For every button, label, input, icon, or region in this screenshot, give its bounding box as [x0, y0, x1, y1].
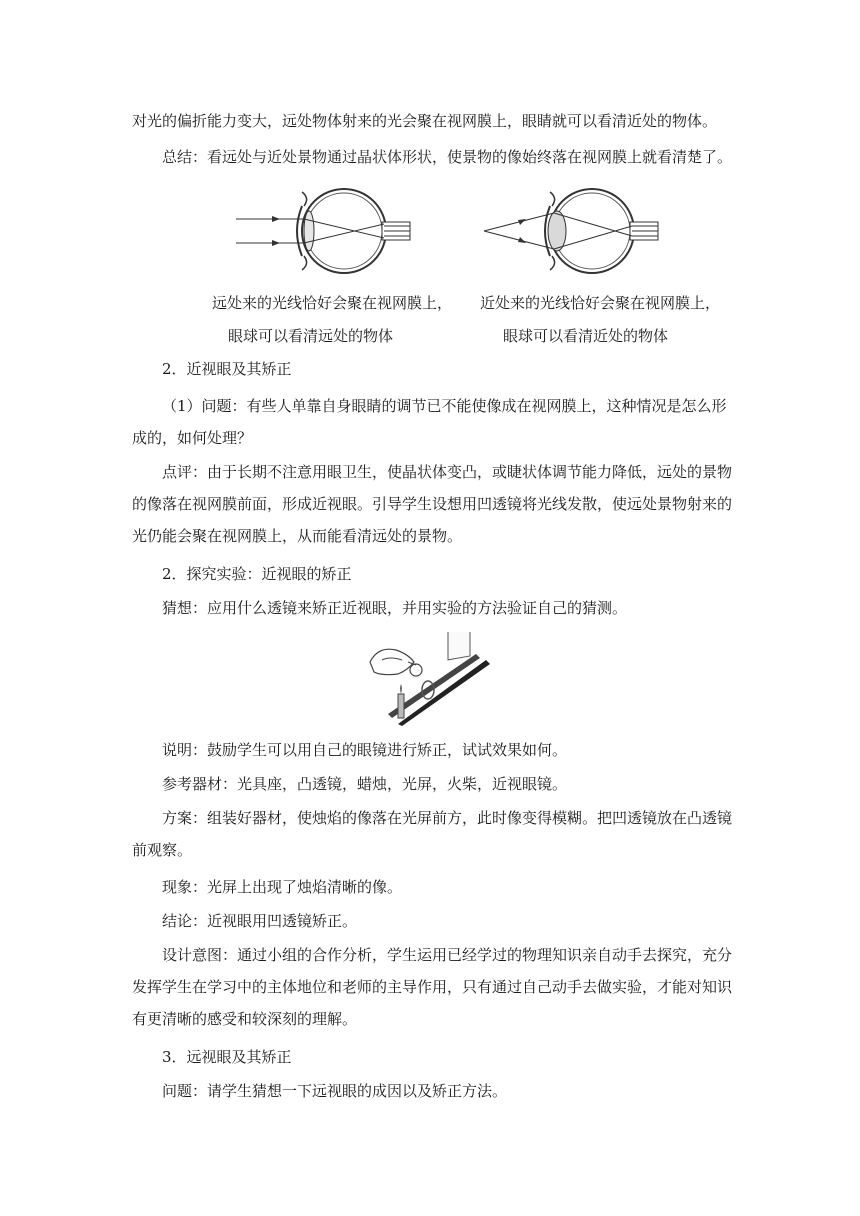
caption-left-line2: 眼球可以看清远处的物体 [228, 327, 394, 345]
paragraph-continuation: 对光的偏折能力变大，远处物体射来的光会聚在视网膜上，眼睛就可以看清近处的物体。 [132, 112, 718, 130]
section-heading-hyperopia: 3．远视眼及其矫正 [162, 1048, 292, 1066]
question-paragraph: （1）问题：有些人单靠自身眼睛的调节已不能使像成在视网膜上，这种情况是怎么形成的，如何处理？ [132, 397, 727, 447]
question2-paragraph: 问题：请学生猜想一下远视眼的成因以及矫正方法。 [162, 1082, 508, 1100]
section-heading-myopia: 2．近视眼及其矫正 [162, 360, 292, 378]
guess-paragraph: 猜想：应用什么透镜来矫正近视眼，并用实验的方法验证自己的猜测。 [162, 599, 628, 617]
caption-right-line2: 眼球可以看清近处的物体 [503, 327, 669, 345]
conclusion-paragraph: 结论：近视眼用凹透镜矫正。 [162, 912, 358, 930]
note-paragraph: 说明：鼓励学生可以用自己的眼镜进行矫正，试试效果如何。 [162, 741, 568, 759]
design-intent-paragraph: 设计意图：通过小组的合作分析，学生运用已经学过的物理知识亲自动手去探究，充分发挥学生在学习中的主体地位和老师的主导作用，只有通过自己动手去做实验，才能对知识有更清晰的感受和较深刻的理解。 [132, 946, 733, 1028]
equipment-paragraph: 参考器材：光具座，凸透镜，蜡烛，光屏，火柴，近视眼镜。 [162, 775, 568, 793]
comment-paragraph: 点评：由于长期不注意用眼卫生，使晶状体变凸，或睫状体调节能力降低，远处的景物的像落在视网膜前面，形成近视眼。引导学生设想用凹透镜将光线发散，使远处景物射来的光仍能会聚在视网膜上，从而能看清远处的景物。 [132, 463, 733, 545]
summary-paragraph: 总结：看远处与近处景物通过晶状体形状，使景物的像始终落在视网膜上就看清楚了。 [162, 148, 733, 166]
experiment-illustration [368, 632, 492, 726]
plan-paragraph: 方案：组装好器材，使烛焰的像落在光屏前方，此时像变得模糊。把凹透镜放在凸透镜前观察。 [132, 809, 733, 859]
section-heading-experiment: 2．探究实验：近视眼的矫正 [162, 565, 352, 583]
eye-diagram-far [232, 186, 412, 276]
caption-left-line1: 远处来的光线恰好会聚在视网膜上， [212, 294, 453, 312]
caption-right-line1: 近处来的光线恰好会聚在视网膜上， [480, 294, 721, 312]
phenomenon-paragraph: 现象：光屏上出现了烛焰清晰的像。 [162, 878, 403, 896]
eye-diagram-near [480, 186, 660, 276]
